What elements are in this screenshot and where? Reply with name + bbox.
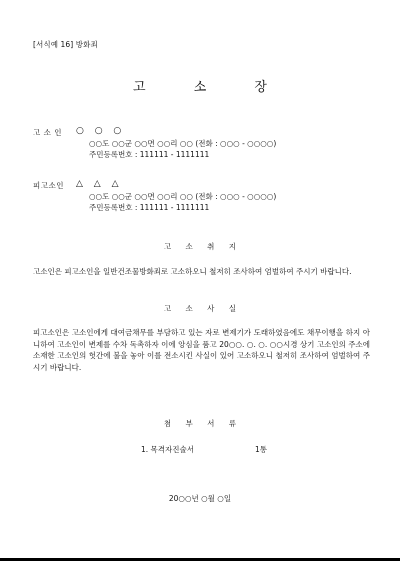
purpose-text: 고소인은 피고소인을 일반건조물방화죄로 고소하오니 철저히 조사하여 엄벌하여 주시기 바랍니다. [33,267,352,276]
attachment-item [141,444,268,455]
defendant-name: △ △ △ [76,179,123,189]
complainant-label: 고 소 인 [33,128,63,137]
facts-heading: 고 소 사 실 [163,304,243,313]
defendant-label: 피고소인 [33,181,64,190]
attachment-count: 1통 [255,445,268,454]
complainant-resident-number: 주민등록번호 : 111111 - 1111111 [89,150,210,159]
document-title: 고 소 장 [133,80,289,95]
complainant-address: ○○도 ○○군 ○○면 ○○리 ○○ (전화 : ○○○ - ○○○○) [89,139,277,148]
attachments-heading: 첨 부 서 류 [163,419,243,428]
complainant-name: ○ ○ ○ [76,126,126,136]
attachment-name: 1. 목격자진술서 [141,445,195,454]
defendant-address: ○○도 ○○군 ○○면 ○○리 ○○ (전화 : ○○○ - ○○○○) [89,192,277,201]
facts-text: 피고소인은 고소인에게 대여금채무를 부담하고 있는 자로 변제기가 도래하였음에도 채무이행을 하지 아니하여 고소인이 변제를 수차 독촉하자 이에 앙심을 품고 20○○. ○. ○. ○○시경 상기 고소인의 주소에 소재한 고소인의 헛간에 불을 놓아 이를 전소시킨 사실이 있어 고소하오니 철저히 조사하여 엄벌하여 주시기 바랍니다. [33,328,370,372]
document-date: 20○○년 ○월 ○일 [168,494,232,503]
bottom-divider [0,558,400,561]
defendant-resident-number: 주민등록번호 : 111111 - 1111111 [89,203,210,212]
purpose-heading: 고 소 취 지 [163,242,243,251]
form-number: [서식예 16] 방화죄 [33,40,98,49]
